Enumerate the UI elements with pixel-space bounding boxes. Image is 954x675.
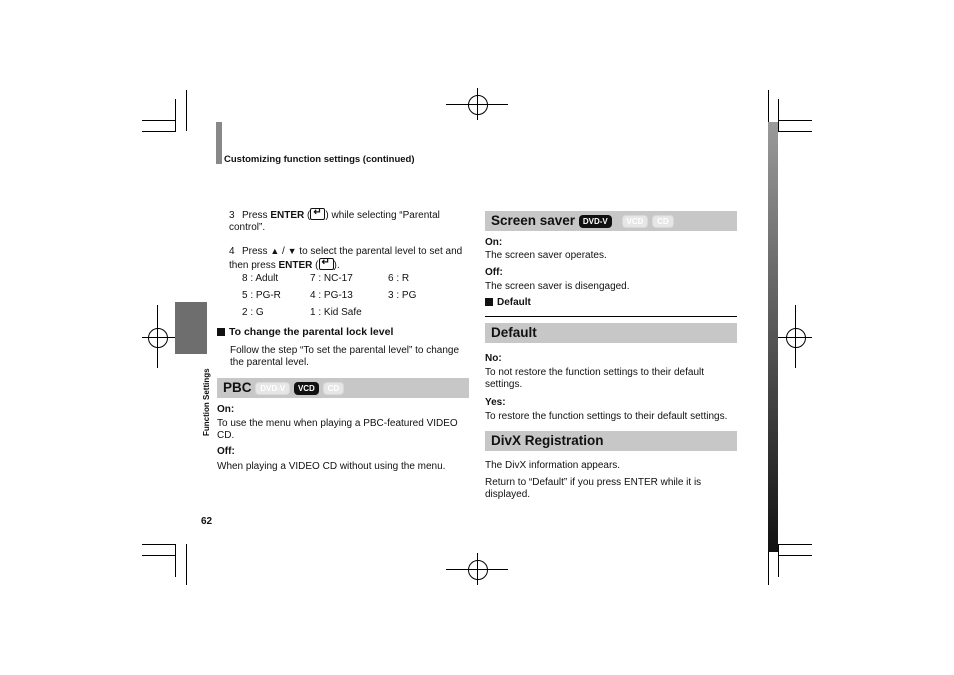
level-cell: 4 : PG-13 [310,290,353,301]
parental-levels-table [242,273,448,324]
divx-text-1: The DivX information appears. [485,460,621,471]
default-no-label: No: [485,353,502,364]
vcd-badge: VCD [294,382,319,395]
divider [485,316,737,317]
level-cell: 1 : Kid Safe [310,307,362,318]
step-text: to select the parental level to set and then press [229,246,463,271]
default-yes-label: Yes: [485,397,506,408]
step-text: Press [242,210,271,221]
heading-text: To change the parental lock level [229,326,394,338]
side-tab-label: Function Settings [202,368,211,436]
lock-level-heading [217,326,393,338]
pbc-off-text: When playing a VIDEO CD without using the menu. [217,461,446,472]
step-number: 4 [229,246,235,257]
step-4: 4 Press ▲ / ▼ to select the parental level to set and then press ENTER (↵ ). [229,245,469,272]
page-number: 62 [201,516,213,527]
pbc-title-row [223,380,344,395]
table-row [242,290,448,307]
screen-saver-off-label: Off: [485,267,503,278]
vcd-badge: VCD [622,215,649,228]
pbc-section-bar [217,378,469,398]
cd-badge: CD [323,382,345,395]
dvd-v-badge: DVD-V [255,382,290,395]
enter-key-label: ENTER [278,260,313,271]
screen-saver-on-text: The screen saver operates. [485,250,607,261]
pbc-title: PBC [223,380,252,395]
screen-saver-default [485,297,531,309]
pbc-on-label: On: [217,404,235,415]
page-header-title: Customizing function settings (continued) [224,154,415,165]
screen-saver-title: Screen saver [491,213,576,228]
step-text: Press [242,246,271,257]
lock-level-text: Follow the step “To set the parental level” to change the parental level. [230,345,460,368]
level-cell: 6 : R [388,273,410,284]
enter-key-icon [310,208,325,220]
step-3: 3 Press ENTER (↵ ) while selecting “Parental control”. [229,208,469,234]
step-number: 3 [229,210,235,221]
header-accent-bar [216,122,222,164]
up-arrow-icon: ▲ [270,246,280,256]
enter-key-label: ENTER [270,210,305,221]
square-bullet-icon [217,328,225,336]
pbc-off-label: Off: [217,446,235,457]
default-no-text: To not restore the function settings to their default settings. [485,367,705,390]
default-title: Default [491,325,537,340]
dvd-v-badge: DVD-V [579,215,612,228]
table-row [242,307,448,324]
step-text: ). [333,260,340,271]
enter-key-icon [319,258,334,270]
level-cell: 5 : PG-R [242,290,281,301]
step-text: while selecting “Parental control”. [229,210,440,233]
edge-gradient-bar [768,122,778,552]
screen-saver-off-text: The screen saver is disengaged. [485,281,630,292]
screen-saver-title-row [491,213,674,228]
default-label: Default [497,297,531,308]
down-arrow-icon: ▼ [287,246,297,256]
level-cell: 3 : PG [388,290,417,301]
pbc-on-text: To use the menu when playing a PBC-featured VIDEO CD. [217,418,458,441]
screen-saver-section-bar [485,211,737,231]
level-cell: 7 : NC-17 [310,273,353,284]
square-bullet-icon [485,298,493,306]
level-cell: 2 : G [242,307,264,318]
default-yes-text: To restore the function settings to their default settings. [485,411,728,422]
step-text: / [279,246,288,257]
screen-saver-on-label: On: [485,237,503,248]
side-tab-block [175,302,207,354]
level-cell: 8 : Adult [242,273,279,284]
divx-title: DivX Registration [491,433,604,448]
divx-section-bar [485,431,737,451]
table-row [242,273,448,290]
cd-badge: CD [652,215,674,228]
default-section-bar [485,323,737,343]
divx-text-2: Return to “Default” if you press ENTER while it is displayed. [485,477,702,500]
